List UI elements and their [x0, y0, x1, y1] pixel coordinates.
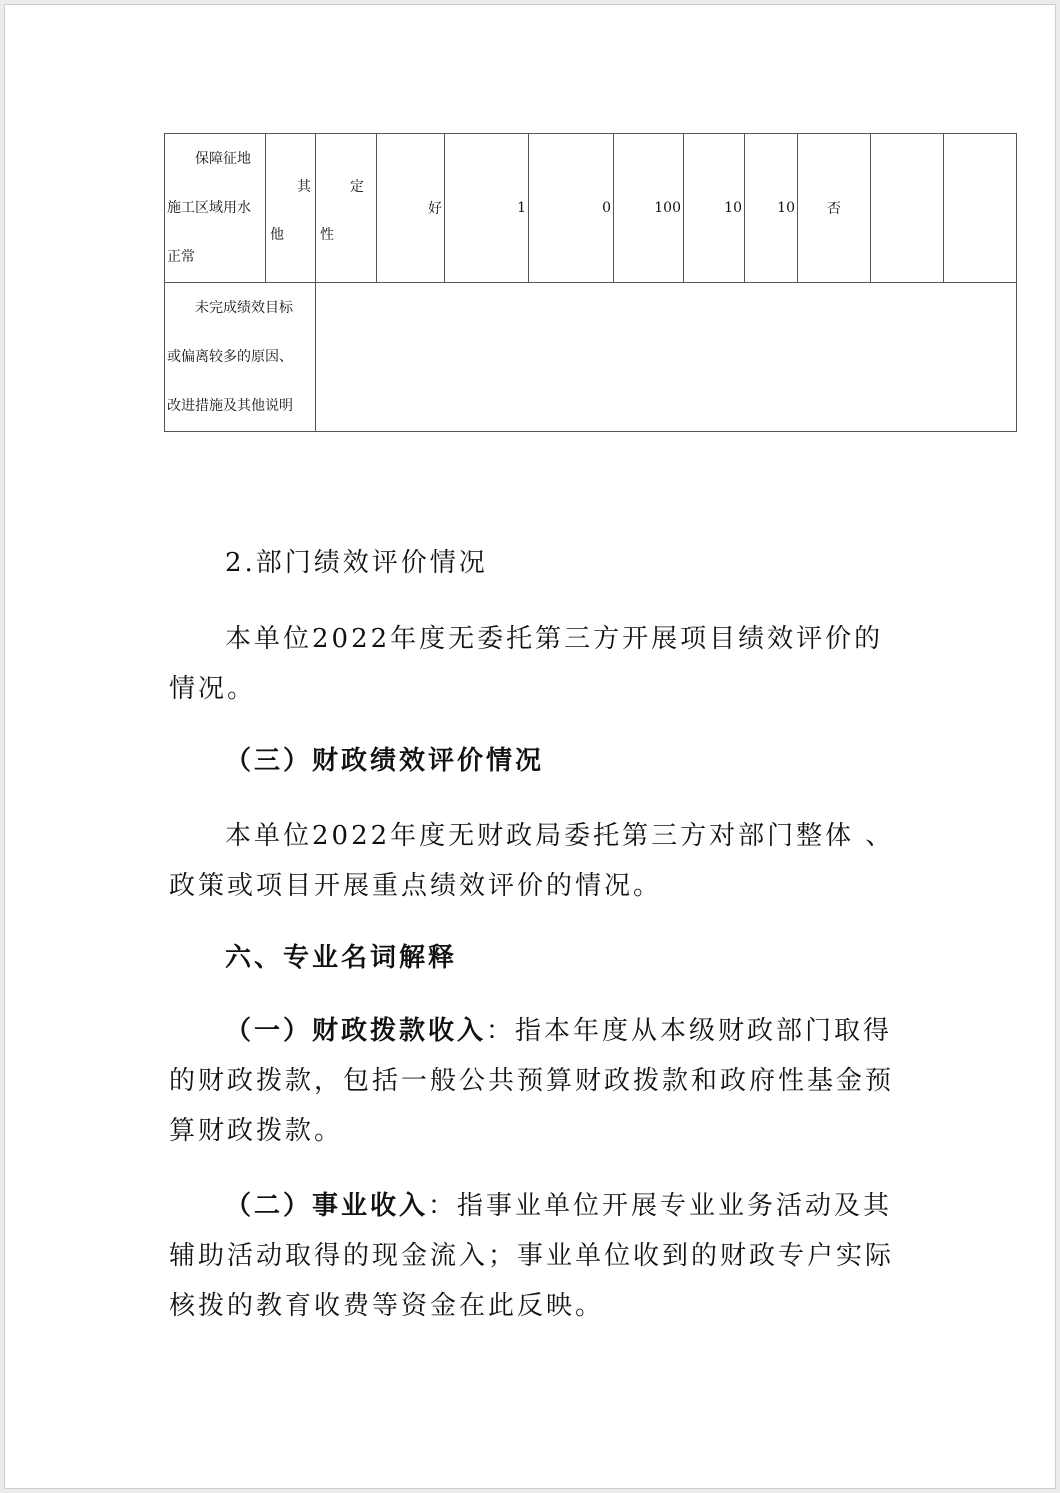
- score-total-cell: 100: [614, 134, 684, 283]
- nature-cell: 定 性: [316, 134, 377, 283]
- actual-cell: 0: [529, 134, 614, 283]
- definition-1: [169, 1006, 909, 1156]
- explanation-content-cell: [316, 283, 1017, 432]
- table-row: [165, 134, 1017, 283]
- empty-cell: [871, 134, 944, 283]
- target-cell: 好: [377, 134, 445, 283]
- score-a-cell: 10: [684, 134, 745, 283]
- explanation-label-cell: 未完成绩效目标 或偏离较多的原因、 改进措施及其他说明: [165, 283, 316, 432]
- indicator-cell: 保障征地 施工区域用水 正常: [165, 134, 266, 283]
- type-cell: 其 他: [266, 134, 316, 283]
- section-2-heading: 2.部门绩效评价情况: [225, 548, 488, 578]
- definition-2-term: （二）事业收入: [225, 1191, 429, 1221]
- section-3-heading: （三）财政绩效评价情况: [225, 746, 545, 776]
- definition-1-body: ：指本年度从本级财政部门取得的财政拨款，包括一般公共预算财政拨款和政府性基金预算财政拨款。: [169, 1016, 895, 1146]
- definition-2-body: ：指事业单位开展专业业务活动及其辅助活动取得的现金流入；事业单位收到的财政专户实际核拨的教育收费等资金在此反映。: [169, 1191, 895, 1321]
- document-page: [4, 4, 1056, 1489]
- definition-1-term: （一）财政拨款收入: [225, 1016, 487, 1046]
- definition-2: [169, 1181, 909, 1331]
- score-b-cell: 10: [745, 134, 798, 283]
- performance-table: [164, 133, 1017, 432]
- section-6-heading: 六、专业名词解释: [225, 943, 458, 973]
- section-3-body: 本单位2022年度无财政局委托第三方对部门整体 、政策或项目开展重点绩效评价的情况。: [169, 821, 895, 901]
- section-2-body: 本单位2022年度无委托第三方开展项目绩效评价的情况。: [169, 624, 884, 704]
- empty-cell: [944, 134, 1017, 283]
- flag-cell: 否: [798, 134, 871, 283]
- weight-cell: 1: [445, 134, 529, 283]
- table-row: [165, 283, 1017, 432]
